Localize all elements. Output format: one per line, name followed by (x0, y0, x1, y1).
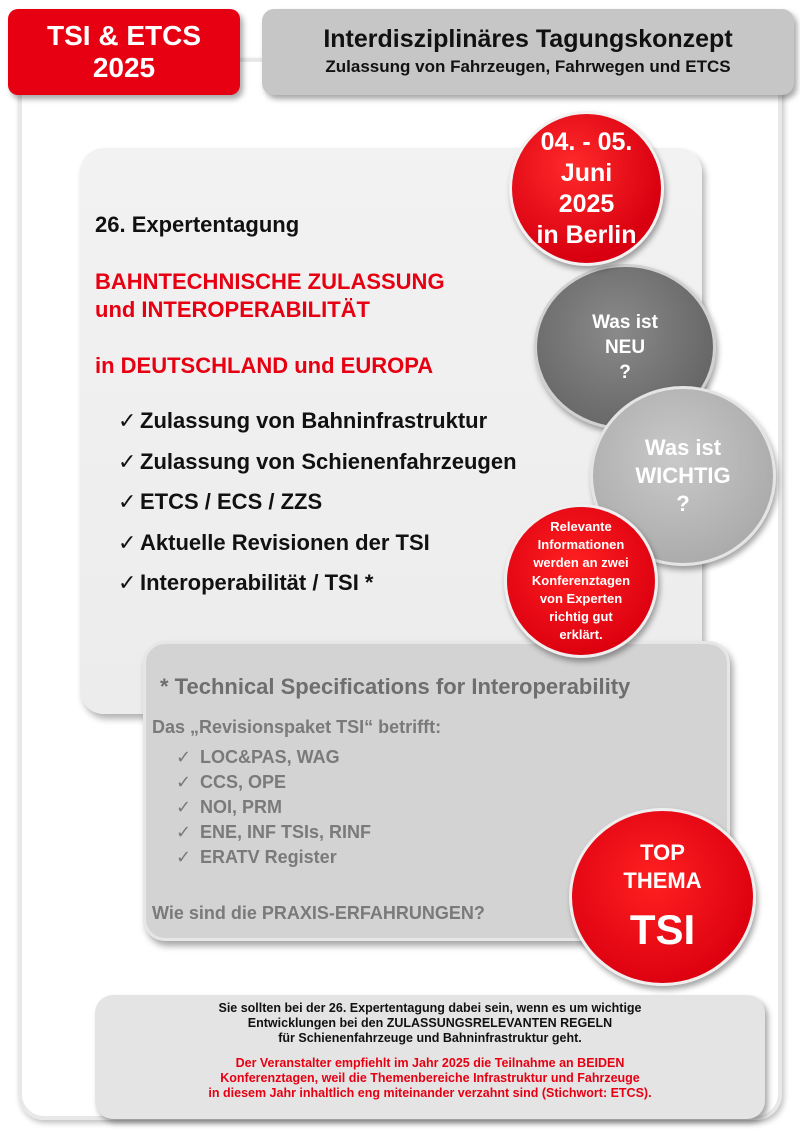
checkmark-icon: ✓ (118, 570, 137, 595)
tsi-item-label: NOI, PRM (200, 797, 283, 817)
top-line3: TSI (629, 906, 696, 953)
checkmark-icon: ✓ (176, 747, 192, 767)
notice-box (95, 995, 765, 1119)
checkmark-icon: ✓ (118, 489, 137, 514)
notice-black-line: Entwicklungen bei den ZULASSUNGSRELEVANTEN REGELN (247, 1016, 613, 1030)
headline-line2: und INTEROPERABILITÄT (95, 297, 370, 322)
topic-item (118, 447, 517, 488)
concept-title: Interdisziplinäres Tagungskonzept (323, 25, 733, 53)
topic-label: Interoperabilität / TSI * (140, 570, 374, 595)
checkmark-icon: ✓ (176, 797, 192, 817)
topic-label: Zulassung von Schienenfahrzeugen (140, 448, 517, 474)
tsi-item-label: LOC&PAS, WAG (200, 747, 340, 767)
concept-subtitle: Zulassung von Fahrzeugen, Fahrwegen und ETCS (325, 57, 731, 76)
tsi-item-list (176, 746, 371, 871)
tsi-item-label: ERATV Register (200, 847, 337, 867)
notice-red-line: Der Veranstalter empfiehlt im Jahr 2025 die Teilnahme an BEIDEN (235, 1056, 625, 1070)
headline (95, 268, 445, 324)
date-line3: 2025 (558, 189, 615, 218)
info-line2: Informationen (537, 537, 625, 552)
tsi-panel-question: Wie sind die PRAXIS-ERFAHRUNGEN? (152, 903, 485, 923)
tsi-item-label: ENE, INF TSIs, RINF (200, 822, 372, 842)
edition-label: 26. Expertentagung (95, 212, 300, 237)
neu-line2: NEU (604, 336, 646, 358)
checkmark-icon: ✓ (118, 448, 137, 474)
tsi-item (176, 771, 371, 796)
checkmark-icon: ✓ (176, 847, 192, 867)
info-line7: erklärt. (559, 627, 603, 642)
top-theme-circle (569, 808, 756, 986)
info-line4: Konferenztagen (531, 573, 631, 588)
top-line2: THEMA (623, 868, 702, 893)
notice-red-text (95, 1056, 765, 1101)
neu-line1: Was ist (592, 311, 658, 333)
top-line1: TOP (640, 840, 685, 865)
topic-item (118, 528, 517, 569)
info-line1: Relevante (550, 519, 612, 534)
title-badge-line1: TSI & ETCS (46, 20, 201, 51)
notice-black-text (95, 1001, 765, 1046)
wichtig-line2: WICHTIG (635, 463, 731, 488)
wichtig-line1: Was ist (644, 435, 722, 460)
tsi-panel-intro: Das „Revisionspaket TSI“ betrifft: (152, 717, 442, 737)
topic-list (118, 406, 517, 609)
tsi-item (176, 821, 371, 846)
neu-line3: ? (619, 361, 631, 383)
info-line3: werden an zwei (533, 555, 629, 570)
checkmark-icon: ✓ (176, 822, 192, 842)
notice-red-line: in diesem Jahr inhaltlich eng miteinander verzahnt sind (Stichwort: ETCS). (208, 1086, 652, 1100)
date-circle (509, 111, 664, 266)
topic-item (118, 568, 517, 609)
tsi-item (176, 746, 371, 771)
date-line2: Juni (560, 158, 613, 187)
info-line6: richtig gut (549, 609, 613, 624)
topic-label: Aktuelle Revisionen der TSI (140, 529, 430, 555)
date-line1: 04. - 05. (540, 127, 633, 156)
wichtig-line3: ? (676, 491, 690, 516)
notice-black-line: Sie sollten bei der 26. Expertentagung dabei sein, wenn es um wichtige (218, 1001, 642, 1015)
checkmark-icon: ✓ (176, 772, 192, 792)
notice-black-line: für Schienenfahrzeuge und Bahninfrastruktur geht. (278, 1031, 582, 1045)
topic-label: Zulassung von Bahninfrastruktur (140, 408, 488, 433)
info-circle (504, 504, 658, 658)
topic-item (118, 406, 517, 447)
tsi-panel-title: * Technical Specifications for Interoperability (160, 674, 631, 699)
checkmark-icon: ✓ (118, 408, 137, 433)
checkmark-icon: ✓ (118, 529, 137, 555)
date-line4: in Berlin (536, 220, 637, 249)
headline-line1: BAHNTECHNISCHE ZULASSUNG (95, 269, 445, 294)
title-badge-line2: 2025 (92, 52, 156, 83)
topic-label: ETCS / ECS / ZZS (140, 489, 323, 514)
concept-badge (262, 9, 794, 95)
topic-item (118, 487, 517, 528)
notice-red-line: Konferenztagen, weil die Themenbereiche Infrastruktur und Fahrzeuge (220, 1071, 640, 1085)
tsi-item-label: CCS, OPE (200, 772, 287, 792)
tsi-item (176, 796, 371, 821)
sub-headline: in DEUTSCHLAND und EUROPA (95, 353, 434, 378)
info-line5: von Experten (539, 591, 623, 606)
title-badge (8, 9, 240, 95)
tsi-item (176, 846, 371, 871)
